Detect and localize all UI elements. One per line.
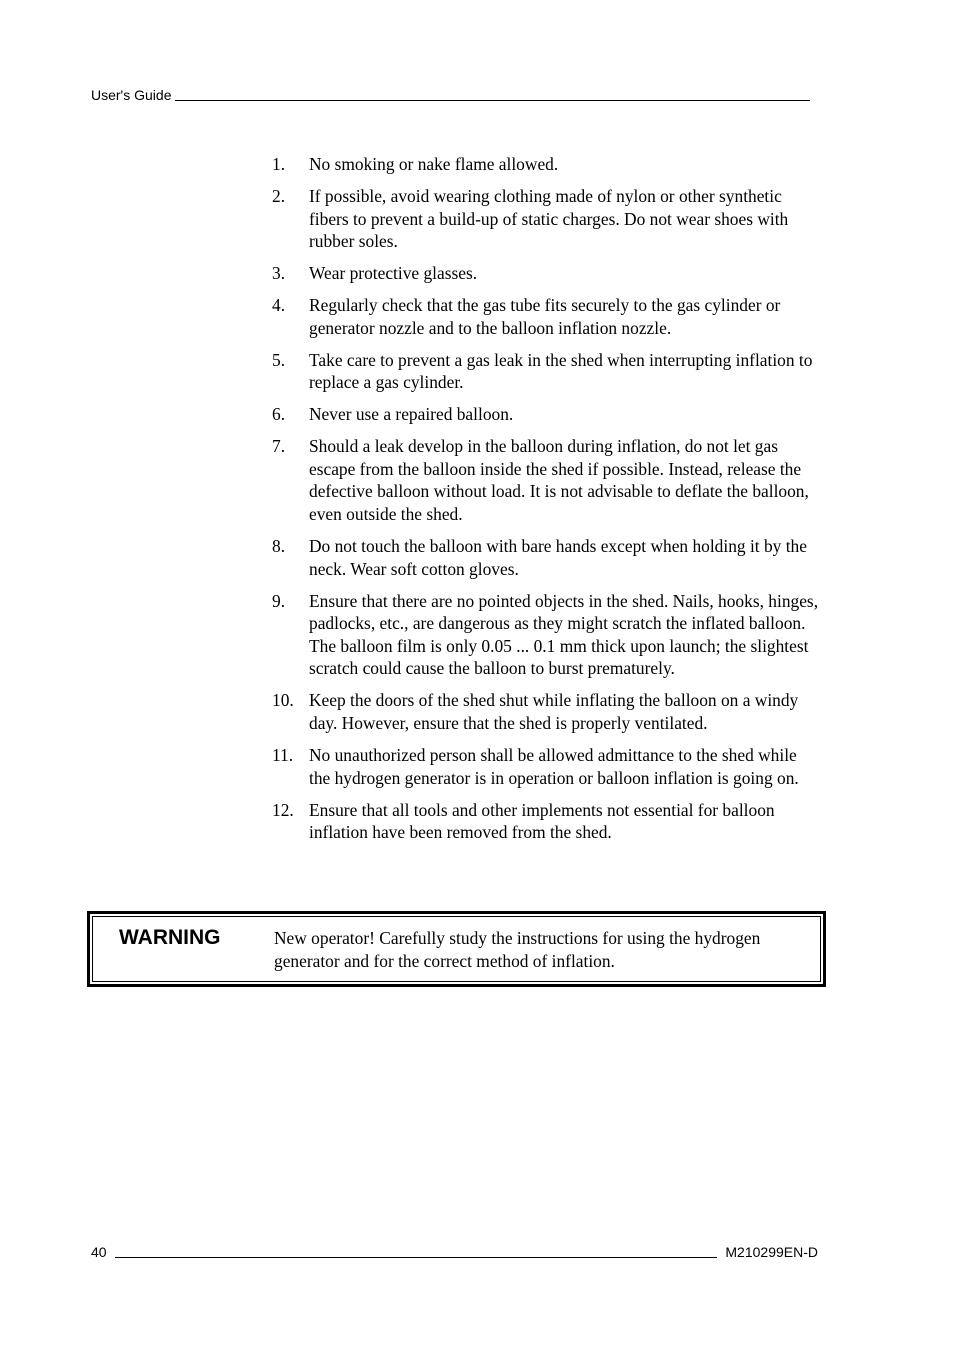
item-number: 11.: [272, 744, 294, 765]
list-item: [272, 689, 820, 734]
item-number: 6.: [272, 404, 286, 425]
item-text: Ensure that there are no pointed objects in the shed. Nails, hooks, hinges, padlocks, etc., are dangerous as they might scratch the inflated balloon. The balloon film is only 0.05 ... 0.1 mm thick upon launch; the slightest scratch could cause the balloon to burst prematurely.: [309, 590, 819, 679]
item-number: 8.: [272, 536, 286, 557]
list-item: [272, 185, 820, 253]
page-header: [91, 86, 810, 104]
item-text: Regularly check that the gas tube fits securely to the gas cylinder or generator nozzle and to the balloon inflation nozzle.: [309, 295, 781, 338]
item-number: 10.: [272, 690, 294, 711]
header-title: User's Guide: [91, 87, 172, 103]
item-text: Should a leak develop in the balloon during inflation, do not let gas escape from the balloon inside the shed if possible. Instead, release the defective balloon without load. It is not advisable to deflate the balloon, even outside the shed.: [309, 436, 809, 525]
list-item: [272, 349, 820, 394]
list-item: [272, 744, 820, 789]
warning-text: New operator! Carefully study the instructions for using the hydrogen generator and for the correct method of inflation.: [274, 928, 761, 971]
item-number: 4.: [272, 295, 286, 316]
item-text: No unauthorized person shall be allowed admittance to the shed while the hydrogen generator is in operation or balloon inflation is going on.: [309, 744, 799, 788]
item-text: Never use a repaired balloon.: [309, 404, 514, 425]
item-text: Ensure that all tools and other implements not essential for balloon inflation have been removed from the shed.: [309, 799, 775, 843]
warning-label: WARNING: [119, 926, 221, 949]
list-item: [272, 535, 820, 580]
item-text: If possible, avoid wearing clothing made of nylon or other synthetic fibers to prevent a build-up of static charges. Do not wear shoes with rubber soles.: [309, 185, 789, 252]
item-number: 12.: [272, 799, 294, 820]
list-item: [272, 435, 820, 525]
instruction-list: [272, 153, 820, 853]
list-item: [272, 153, 820, 176]
item-text: No smoking or nake flame allowed.: [309, 154, 559, 174]
item-number: 7.: [272, 436, 286, 457]
item-text: Wear protective glasses.: [309, 263, 478, 284]
item-text: Do not touch the balloon with bare hands except when holding it by the neck. Wear soft cotton gloves.: [309, 536, 807, 579]
item-number: 3.: [272, 263, 286, 284]
header-rule: [175, 100, 810, 101]
page-footer: [91, 1243, 818, 1261]
item-number: 2.: [272, 185, 286, 206]
item-number: 5.: [272, 349, 286, 370]
list-item: [272, 403, 820, 426]
warning-box-inner: [92, 916, 821, 982]
footer-rule: [115, 1257, 718, 1258]
list-item: [272, 590, 820, 680]
list-item: [272, 262, 820, 285]
item-number: 1.: [272, 154, 286, 174]
page-number: 40: [91, 1244, 107, 1260]
item-text: Keep the doors of the shed shut while inflating the balloon on a windy day. However, ensure that the shed is properly ventilated.: [309, 690, 799, 733]
item-text: Take care to prevent a gas leak in the shed when interrupting inflation to replace a gas cylinder.: [309, 349, 813, 393]
list-item: [272, 799, 820, 844]
list-item: [272, 294, 820, 339]
warning-box: [87, 911, 826, 987]
document-code: M210299EN-D: [725, 1244, 818, 1260]
item-number: 9.: [272, 590, 286, 611]
